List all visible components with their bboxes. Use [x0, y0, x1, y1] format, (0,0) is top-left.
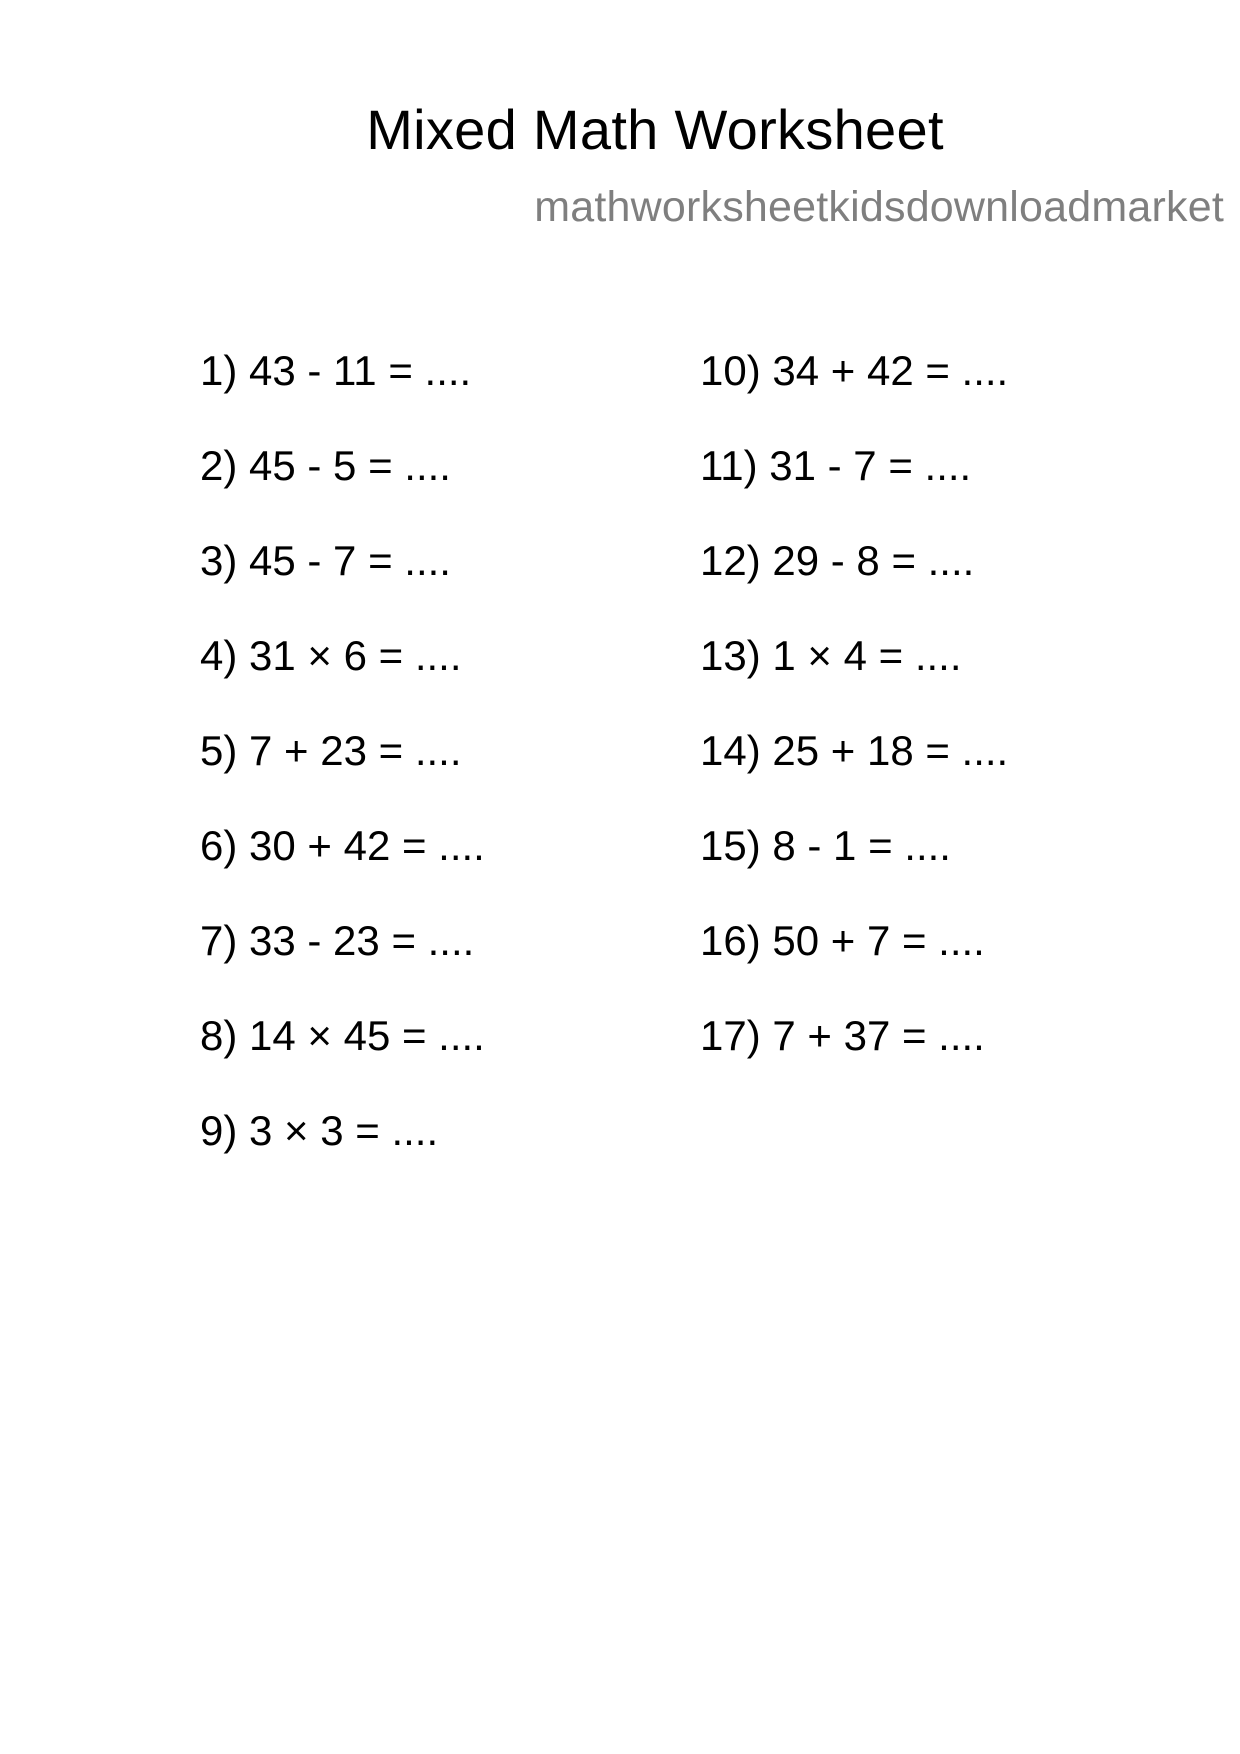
problem-item: 12) 29 - 8 = ....	[700, 537, 975, 584]
source-watermark: mathworksheetkidsdownloadmarket	[534, 183, 1224, 231]
problem-item: 2) 45 - 5 = ....	[200, 442, 451, 489]
problems-column-left	[200, 346, 485, 1201]
problem-item: 17) 7 + 37 = ....	[700, 1012, 985, 1059]
problem-item: 16) 50 + 7 = ....	[700, 917, 985, 964]
problem-item: 6) 30 + 42 = ....	[200, 822, 485, 869]
problem-item: 11) 31 - 7 = ....	[700, 442, 972, 489]
problem-item: 3) 45 - 7 = ....	[200, 537, 451, 584]
problem-item: 8) 14 × 45 = ....	[200, 1012, 485, 1059]
problem-item: 13) 1 × 4 = ....	[700, 632, 962, 679]
problem-item: 9) 3 × 3 = ....	[200, 1107, 439, 1154]
worksheet-title: Mixed Math Worksheet	[366, 98, 944, 161]
problem-item: 4) 31 × 6 = ....	[200, 632, 462, 679]
problems-column-right	[700, 346, 1008, 1106]
problem-item: 14) 25 + 18 = ....	[700, 727, 1009, 774]
problem-item: 15) 8 - 1 = ....	[700, 822, 951, 869]
problem-item: 10) 34 + 42 = ....	[700, 347, 1009, 394]
problem-item: 1) 43 - 11 = ....	[200, 347, 472, 394]
problem-item: 5) 7 + 23 = ....	[200, 727, 462, 774]
problem-item: 7) 33 - 23 = ....	[200, 917, 475, 964]
